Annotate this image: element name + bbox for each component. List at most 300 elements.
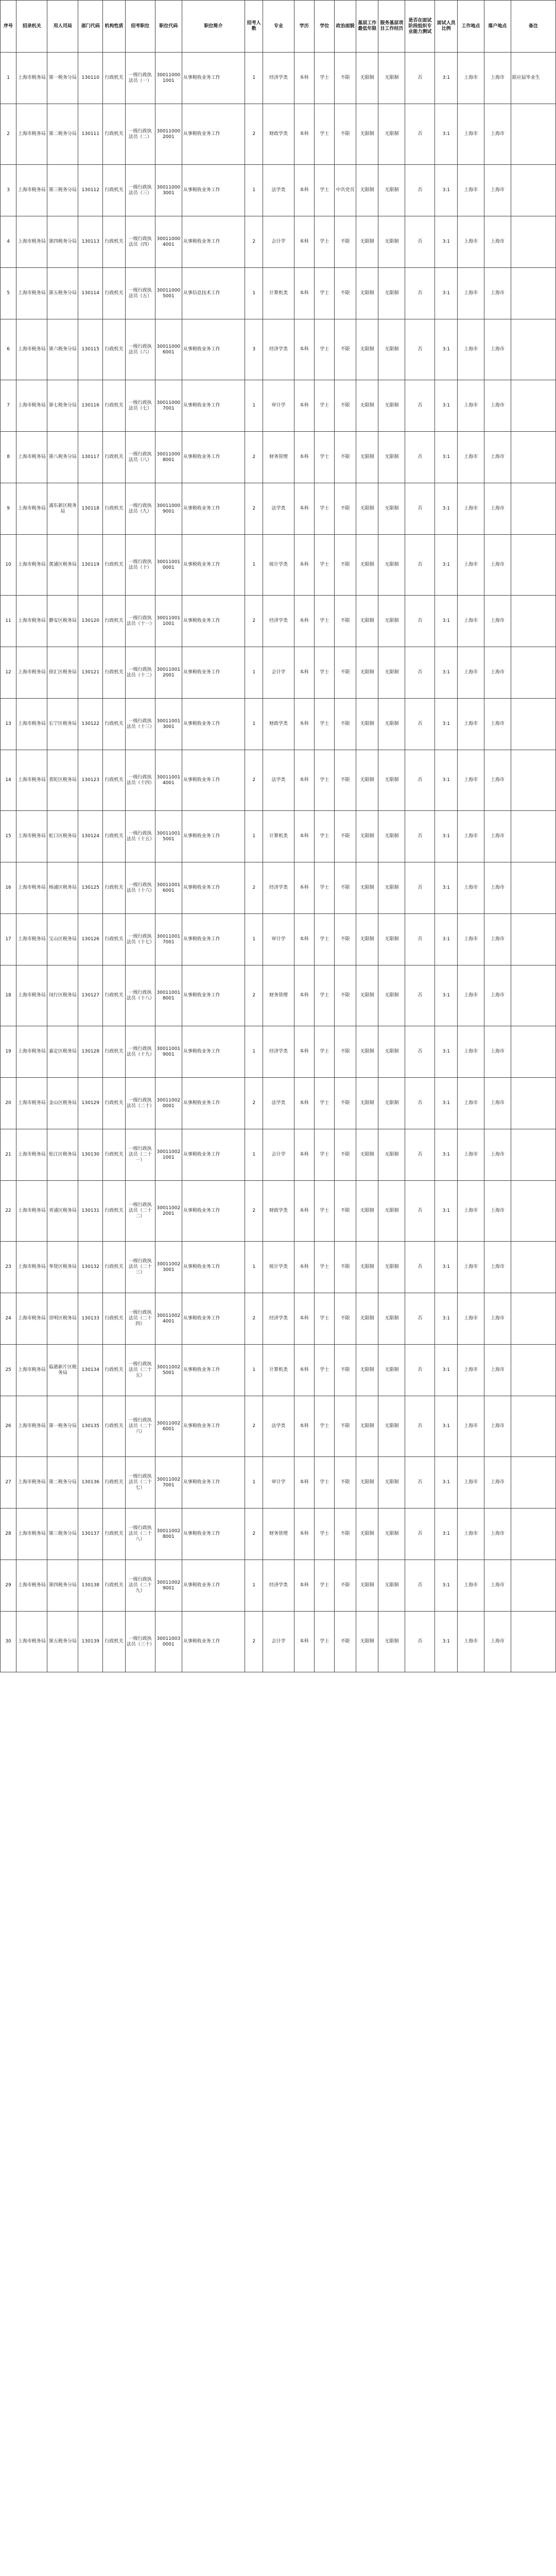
column-header: 基层工作最低年限: [356, 1, 378, 53]
table-cell-type: 行政机关: [103, 53, 126, 104]
table-row: [1, 1242, 556, 1293]
table-cell-type: 行政机关: [103, 1560, 126, 1612]
table-cell-pcode: 300110020001: [155, 1078, 182, 1129]
table-cell-desc: 从事税收业务工作: [182, 104, 245, 165]
column-header: 招录机关: [16, 1, 47, 53]
table-cell-code: 130139: [78, 1612, 103, 1672]
table-cell-major: 经济学类: [263, 319, 294, 380]
table-cell-ratio: 3:1: [435, 1026, 458, 1078]
table-cell-pcode: 300110013001: [155, 699, 182, 750]
table-cell-degree: 学士: [315, 216, 335, 268]
table-cell-post: 一级行政执法员（十四）: [125, 750, 155, 811]
table-cell-desc: 从事税收业务工作: [182, 1242, 245, 1293]
table-cell-ratio: 3:1: [435, 1612, 458, 1672]
table-cell-dept: 第一税务分局: [47, 1396, 78, 1457]
table-cell-edu: 本科: [294, 1396, 314, 1457]
table-row: [1, 1612, 556, 1672]
table-row: [1, 1181, 556, 1242]
table-row: [1, 1457, 556, 1509]
table-cell-post: 一级行政执法员（八）: [125, 432, 155, 483]
table-cell-loc: 上海市: [458, 53, 484, 104]
table-cell-code: 130123: [78, 750, 103, 811]
table-cell-pol: 不限: [335, 319, 356, 380]
table-cell-major: 法学类: [263, 1396, 294, 1457]
table-cell-pcode: 300110024001: [155, 1293, 182, 1345]
table-cell-pol: 不限: [335, 1560, 356, 1612]
table-cell-edu: 本科: [294, 596, 314, 647]
table-cell-num: 1: [245, 811, 263, 862]
table-cell-svc: 无限制: [378, 811, 405, 862]
table-cell-major: 经济学类: [263, 1293, 294, 1345]
table-cell-pcode: 300110025001: [155, 1345, 182, 1396]
table-cell-yrs: 无限制: [356, 319, 378, 380]
table-cell-id: 25: [1, 1345, 16, 1396]
table-cell-id: 22: [1, 1181, 16, 1242]
table-cell-post: 一级行政执法员（二十）: [125, 1078, 155, 1129]
table-cell-ratio: 3:1: [435, 862, 458, 914]
column-header: 招考人数: [245, 1, 263, 53]
table-cell-test: 否: [405, 104, 435, 165]
table-cell-yrs: 无限制: [356, 862, 378, 914]
table-cell-loc: 上海市: [458, 1612, 484, 1672]
table-cell-reg: 上海市: [484, 432, 511, 483]
table-cell-ratio: 3:1: [435, 1181, 458, 1242]
table-cell-yrs: 无限制: [356, 53, 378, 104]
table-cell-desc: 从事税收业务工作: [182, 216, 245, 268]
table-cell-code: 130110: [78, 53, 103, 104]
table-cell-test: 否: [405, 1293, 435, 1345]
table-cell-svc: 无限制: [378, 53, 405, 104]
table-cell-code: 130119: [78, 535, 103, 596]
table-cell-degree: 学士: [315, 1078, 335, 1129]
table-cell-edu: 本科: [294, 1026, 314, 1078]
table-cell-yrs: 无限制: [356, 1129, 378, 1181]
table-cell-code: 130121: [78, 647, 103, 699]
table-cell-svc: 无限制: [378, 1396, 405, 1457]
table-row: [1, 750, 556, 811]
table-cell-num: 1: [245, 1457, 263, 1509]
table-cell-test: 否: [405, 1078, 435, 1129]
column-header: 专业: [263, 1, 294, 53]
table-cell-type: 行政机关: [103, 647, 126, 699]
table-cell-test: 否: [405, 1242, 435, 1293]
table-cell-test: 否: [405, 319, 435, 380]
table-cell-pol: 不限: [335, 268, 356, 319]
table-cell-yrs: 无限制: [356, 965, 378, 1026]
table-cell-num: 2: [245, 432, 263, 483]
table-cell-loc: 上海市: [458, 1242, 484, 1293]
table-cell-yrs: 无限制: [356, 432, 378, 483]
table-cell-num: 1: [245, 165, 263, 216]
table-cell-note: [511, 811, 555, 862]
table-row: [1, 965, 556, 1026]
table-cell-loc: 上海市: [458, 1129, 484, 1181]
table-cell-ratio: 3:1: [435, 914, 458, 965]
table-cell-code: 130114: [78, 268, 103, 319]
table-cell-org: 上海市税务局: [16, 1293, 47, 1345]
table-cell-note: [511, 104, 555, 165]
table-cell-org: 上海市税务局: [16, 216, 47, 268]
table-cell-num: 2: [245, 862, 263, 914]
table-cell-degree: 学士: [315, 914, 335, 965]
table-cell-id: 1: [1, 53, 16, 104]
table-cell-id: 18: [1, 965, 16, 1026]
table-cell-org: 上海市税务局: [16, 914, 47, 965]
table-cell-pol: 不限: [335, 699, 356, 750]
column-header: 是否在面试阶段组织专业能力测试: [405, 1, 435, 53]
table-cell-dept: 静安区税务局: [47, 596, 78, 647]
table-cell-dept: 第五税务分局: [47, 1612, 78, 1672]
table-cell-edu: 本科: [294, 914, 314, 965]
table-cell-edu: 本科: [294, 1078, 314, 1129]
table-cell-org: 上海市税务局: [16, 1560, 47, 1612]
table-row: [1, 104, 556, 165]
table-cell-code: 130111: [78, 104, 103, 165]
table-cell-test: 否: [405, 268, 435, 319]
table-cell-reg: 上海市: [484, 104, 511, 165]
table-cell-dept: 第三税务分局: [47, 1509, 78, 1560]
table-cell-svc: 无限制: [378, 104, 405, 165]
table-cell-note: [511, 216, 555, 268]
table-cell-loc: 上海市: [458, 699, 484, 750]
column-header: 招考职位: [125, 1, 155, 53]
table-cell-svc: 无限制: [378, 750, 405, 811]
table-cell-test: 否: [405, 647, 435, 699]
table-cell-dept: 第二税务分局: [47, 1457, 78, 1509]
table-cell-desc: 从事税收业务工作: [182, 319, 245, 380]
table-cell-org: 上海市税务局: [16, 1345, 47, 1396]
table-cell-svc: 无限制: [378, 483, 405, 535]
table-cell-pcode: 300110009001: [155, 483, 182, 535]
table-cell-yrs: 无限制: [356, 216, 378, 268]
table-cell-desc: 从事税收业务工作: [182, 1457, 245, 1509]
table-cell-id: 17: [1, 914, 16, 965]
table-cell-edu: 本科: [294, 535, 314, 596]
table-cell-desc: 从事税收业务工作: [182, 596, 245, 647]
table-cell-dept: 奉贤区税务局: [47, 1242, 78, 1293]
table-cell-reg: 上海市: [484, 1129, 511, 1181]
table-cell-desc: 从事税收业务工作: [182, 647, 245, 699]
table-cell-dept: 普陀区税务局: [47, 750, 78, 811]
table-cell-num: 1: [245, 1560, 263, 1612]
table-cell-post: 一级行政执法员（二十七）: [125, 1457, 155, 1509]
table-cell-svc: 无限制: [378, 1293, 405, 1345]
table-cell-pol: 不限: [335, 1396, 356, 1457]
table-cell-post: 一级行政执法员（三）: [125, 165, 155, 216]
table-cell-num: 2: [245, 104, 263, 165]
column-header: 落户地点: [484, 1, 511, 53]
table-cell-major: 经济学类: [263, 1026, 294, 1078]
table-cell-post: 一级行政执法员（二）: [125, 104, 155, 165]
table-cell-pcode: 300110001001: [155, 53, 182, 104]
table-cell-reg: 上海市: [484, 1242, 511, 1293]
table-cell-ratio: 3:1: [435, 1457, 458, 1509]
table-cell-svc: 无限制: [378, 596, 405, 647]
table-cell-loc: 上海市: [458, 1345, 484, 1396]
table-cell-major: 财务管理: [263, 1509, 294, 1560]
table-cell-test: 否: [405, 216, 435, 268]
table-cell-desc: 从事税收业务工作: [182, 1129, 245, 1181]
table-cell-loc: 上海市: [458, 319, 484, 380]
table-cell-svc: 无限制: [378, 1242, 405, 1293]
table-cell-id: 24: [1, 1293, 16, 1345]
table-row: [1, 165, 556, 216]
table-cell-yrs: 无限制: [356, 1560, 378, 1612]
table-cell-ratio: 3:1: [435, 216, 458, 268]
table-cell-dept: 第二税务分局: [47, 104, 78, 165]
table-cell-dept: 第一税务分局: [47, 53, 78, 104]
table-cell-code: 130131: [78, 1181, 103, 1242]
table-cell-type: 行政机关: [103, 432, 126, 483]
table-cell-degree: 学士: [315, 1612, 335, 1672]
table-cell-degree: 学士: [315, 811, 335, 862]
table-cell-pol: 不限: [335, 1181, 356, 1242]
table-cell-reg: 上海市: [484, 699, 511, 750]
table-cell-note: [511, 1345, 555, 1396]
table-cell-code: 130130: [78, 1129, 103, 1181]
table-cell-dept: 杨浦区税务局: [47, 862, 78, 914]
table-cell-major: 会计学: [263, 1612, 294, 1672]
table-cell-code: 130125: [78, 862, 103, 914]
table-cell-post: 一级行政执法员（十五）: [125, 811, 155, 862]
table-cell-reg: 上海市: [484, 483, 511, 535]
table-cell-major: 经济学类: [263, 53, 294, 104]
table-cell-ratio: 3:1: [435, 811, 458, 862]
table-cell-pol: 不限: [335, 1509, 356, 1560]
table-header-row: [1, 1, 556, 53]
table-cell-type: 行政机关: [103, 1457, 126, 1509]
table-cell-code: 130115: [78, 319, 103, 380]
table-cell-yrs: 无限制: [356, 1509, 378, 1560]
table-cell-ratio: 3:1: [435, 596, 458, 647]
table-cell-post: 一级行政执法员（十二）: [125, 647, 155, 699]
table-cell-desc: 从事税收业务工作: [182, 1026, 245, 1078]
table-cell-edu: 本科: [294, 53, 314, 104]
table-cell-note: [511, 432, 555, 483]
table-cell-desc: 从事税收业务工作: [182, 914, 245, 965]
table-cell-yrs: 无限制: [356, 1345, 378, 1396]
table-cell-test: 否: [405, 1560, 435, 1612]
table-cell-degree: 学士: [315, 647, 335, 699]
table-cell-reg: 上海市: [484, 647, 511, 699]
table-cell-edu: 本科: [294, 699, 314, 750]
table-cell-desc: 从事税收业务工作: [182, 1509, 245, 1560]
table-cell-degree: 学士: [315, 53, 335, 104]
table-cell-reg: 上海市: [484, 1612, 511, 1672]
table-cell-degree: 学士: [315, 104, 335, 165]
table-cell-post: 一级行政执法员（一）: [125, 53, 155, 104]
table-cell-svc: 无限制: [378, 965, 405, 1026]
table-cell-id: 12: [1, 647, 16, 699]
table-cell-id: 13: [1, 699, 16, 750]
table-cell-major: 统计学类: [263, 535, 294, 596]
table-cell-note: [511, 1026, 555, 1078]
table-cell-reg: 上海市: [484, 268, 511, 319]
table-cell-major: 财务管理: [263, 965, 294, 1026]
table-cell-loc: 上海市: [458, 380, 484, 432]
table-cell-org: 上海市税务局: [16, 811, 47, 862]
table-cell-svc: 无限制: [378, 1560, 405, 1612]
table-cell-note: 限应届毕业生: [511, 53, 555, 104]
table-cell-test: 否: [405, 699, 435, 750]
table-cell-id: 19: [1, 1026, 16, 1078]
table-cell-org: 上海市税务局: [16, 1078, 47, 1129]
table-cell-pcode: 300110007001: [155, 380, 182, 432]
table-cell-desc: 从事税收业务工作: [182, 1181, 245, 1242]
table-cell-post: 一级行政执法员（十一）: [125, 596, 155, 647]
table-cell-org: 上海市税务局: [16, 380, 47, 432]
table-cell-pol: 不限: [335, 596, 356, 647]
table-cell-ratio: 3:1: [435, 432, 458, 483]
table-cell-degree: 学士: [315, 1396, 335, 1457]
table-cell-pol: 不限: [335, 1293, 356, 1345]
table-cell-reg: 上海市: [484, 1026, 511, 1078]
table-cell-svc: 无限制: [378, 862, 405, 914]
table-cell-code: 130133: [78, 1293, 103, 1345]
column-header: 政治面貌: [335, 1, 356, 53]
table-cell-type: 行政机关: [103, 596, 126, 647]
table-cell-org: 上海市税务局: [16, 1457, 47, 1509]
table-cell-edu: 本科: [294, 862, 314, 914]
table-cell-yrs: 无限制: [356, 1293, 378, 1345]
table-cell-num: 1: [245, 1129, 263, 1181]
table-cell-svc: 无限制: [378, 699, 405, 750]
table-cell-degree: 学士: [315, 1560, 335, 1612]
table-cell-edu: 本科: [294, 750, 314, 811]
table-cell-degree: 学士: [315, 1026, 335, 1078]
table-cell-dept: 第四税务分局: [47, 216, 78, 268]
table-cell-loc: 上海市: [458, 914, 484, 965]
table-cell-ratio: 3:1: [435, 1396, 458, 1457]
table-cell-pol: 不限: [335, 1457, 356, 1509]
table-cell-type: 行政机关: [103, 750, 126, 811]
table-cell-degree: 学士: [315, 165, 335, 216]
table-cell-id: 28: [1, 1509, 16, 1560]
table-cell-org: 上海市税务局: [16, 1612, 47, 1672]
table-cell-svc: 无限制: [378, 647, 405, 699]
table-cell-dept: 长宁区税务局: [47, 699, 78, 750]
table-cell-reg: 上海市: [484, 1345, 511, 1396]
table-cell-pol: 不限: [335, 914, 356, 965]
table-cell-degree: 学士: [315, 699, 335, 750]
table-cell-loc: 上海市: [458, 1293, 484, 1345]
table-cell-edu: 本科: [294, 104, 314, 165]
table-cell-ratio: 3:1: [435, 750, 458, 811]
table-cell-pol: 不限: [335, 1242, 356, 1293]
table-cell-test: 否: [405, 811, 435, 862]
table-row: [1, 1509, 556, 1560]
table-cell-id: 5: [1, 268, 16, 319]
table-cell-test: 否: [405, 1181, 435, 1242]
table-cell-post: 一级行政执法员（十八）: [125, 965, 155, 1026]
table-cell-note: [511, 965, 555, 1026]
table-cell-desc: 从事税收业务工作: [182, 1345, 245, 1396]
table-cell-type: 行政机关: [103, 811, 126, 862]
table-row: [1, 699, 556, 750]
table-cell-yrs: 无限制: [356, 268, 378, 319]
table-cell-test: 否: [405, 750, 435, 811]
table-cell-code: 130124: [78, 811, 103, 862]
table-cell-note: [511, 914, 555, 965]
table-cell-major: 经济学类: [263, 596, 294, 647]
table-cell-type: 行政机关: [103, 1509, 126, 1560]
table-cell-loc: 上海市: [458, 1509, 484, 1560]
table-cell-org: 上海市税务局: [16, 535, 47, 596]
table-cell-yrs: 无限制: [356, 1026, 378, 1078]
table-cell-desc: 从事税收业务工作: [182, 380, 245, 432]
table-cell-yrs: 无限制: [356, 596, 378, 647]
table-cell-test: 否: [405, 483, 435, 535]
table-cell-major: 经济学类: [263, 862, 294, 914]
table-cell-svc: 无限制: [378, 216, 405, 268]
table-cell-test: 否: [405, 1396, 435, 1457]
table-row: [1, 432, 556, 483]
table-cell-yrs: 无限制: [356, 483, 378, 535]
table-cell-type: 行政机关: [103, 104, 126, 165]
table-cell-org: 上海市税务局: [16, 1242, 47, 1293]
table-cell-id: 20: [1, 1078, 16, 1129]
table-cell-pcode: 300110018001: [155, 965, 182, 1026]
table-cell-degree: 学士: [315, 1345, 335, 1396]
table-cell-code: 130137: [78, 1509, 103, 1560]
table-cell-num: 1: [245, 268, 263, 319]
table-cell-org: 上海市税务局: [16, 483, 47, 535]
table-cell-dept: 第七税务分局: [47, 380, 78, 432]
table-cell-id: 4: [1, 216, 16, 268]
table-cell-pcode: 300110028001: [155, 1509, 182, 1560]
table-cell-dept: 第三税务分局: [47, 165, 78, 216]
column-header: 序号: [1, 1, 16, 53]
table-row: [1, 1345, 556, 1396]
table-cell-dept: 崇明区税务局: [47, 1293, 78, 1345]
table-cell-pcode: 300110026001: [155, 1396, 182, 1457]
table-cell-code: 130138: [78, 1560, 103, 1612]
table-cell-loc: 上海市: [458, 1181, 484, 1242]
table-cell-dept: 徐汇区税务局: [47, 647, 78, 699]
table-cell-degree: 学士: [315, 1457, 335, 1509]
table-cell-degree: 学士: [315, 319, 335, 380]
table-cell-id: 27: [1, 1457, 16, 1509]
table-cell-degree: 学士: [315, 483, 335, 535]
table-cell-post: 一级行政执法员（三十）: [125, 1612, 155, 1672]
table-cell-num: 1: [245, 914, 263, 965]
table-cell-test: 否: [405, 1129, 435, 1181]
table-cell-reg: 上海市: [484, 965, 511, 1026]
table-cell-org: 上海市税务局: [16, 596, 47, 647]
table-cell-yrs: 无限制: [356, 1396, 378, 1457]
table-row: [1, 862, 556, 914]
table-cell-code: 130134: [78, 1345, 103, 1396]
table-cell-loc: 上海市: [458, 216, 484, 268]
table-cell-pol: 不限: [335, 380, 356, 432]
table-cell-post: 一级行政执法员（七）: [125, 380, 155, 432]
table-cell-yrs: 无限制: [356, 1242, 378, 1293]
table-cell-ratio: 3:1: [435, 647, 458, 699]
table-cell-org: 上海市税务局: [16, 1026, 47, 1078]
table-cell-edu: 本科: [294, 1129, 314, 1181]
table-cell-type: 行政机关: [103, 914, 126, 965]
table-cell-reg: 上海市: [484, 1560, 511, 1612]
table-cell-id: 14: [1, 750, 16, 811]
table-cell-note: [511, 1242, 555, 1293]
table-cell-id: 29: [1, 1560, 16, 1612]
table-cell-pol: 中共党员: [335, 165, 356, 216]
table-cell-degree: 学士: [315, 1129, 335, 1181]
table-cell-note: [511, 1181, 555, 1242]
table-cell-num: 1: [245, 1242, 263, 1293]
table-cell-code: 130122: [78, 699, 103, 750]
table-cell-reg: 上海市: [484, 1293, 511, 1345]
